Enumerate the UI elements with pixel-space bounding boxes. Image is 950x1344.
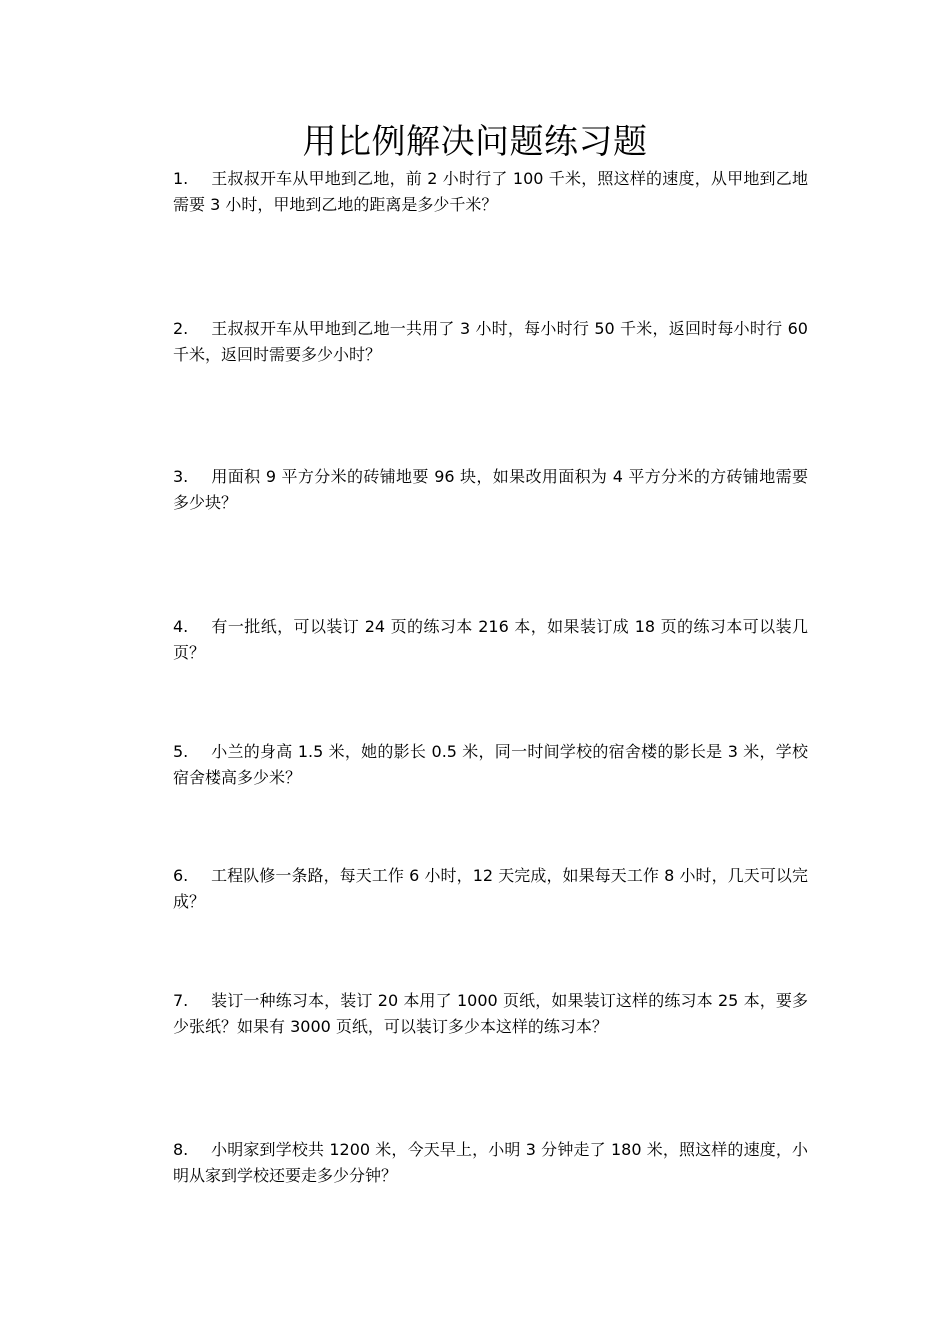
question-3: [173, 464, 808, 516]
question-text: 有一批纸，可以装订 24 页的练习本 216 本，如果装订成 18 页的练习本可以装几页？: [173, 617, 808, 662]
question-text: 王叔叔开车从甲地到乙地一共用了 3 小时，每小时行 50 千米，返回时每小时行 60 千米，返回时需要多少小时？: [173, 319, 808, 364]
question-number: 4.: [173, 617, 189, 636]
question-number: 1.: [173, 169, 189, 188]
question-text: 工程队修一条路，每天工作 6 小时，12 天完成，如果每天工作 8 小时，几天可以完成？: [173, 866, 808, 911]
question-1: [173, 166, 808, 218]
page-title: 用比例解决问题练习题: [302, 122, 648, 162]
question-7: [173, 988, 808, 1040]
question-number: 7.: [173, 991, 189, 1010]
question-2: [173, 316, 808, 368]
question-number: 2.: [173, 319, 189, 338]
question-number: 5.: [173, 742, 189, 761]
question-number: 6.: [173, 866, 189, 885]
question-4: [173, 614, 808, 666]
question-5: [173, 739, 808, 791]
question-text: 装订一种练习本，装订 20 本用了 1000 页纸，如果装订这样的练习本 25 本，要多少张纸？如果有 3000 页纸，可以装订多少本这样的练习本？: [173, 991, 808, 1036]
question-text: 王叔叔开车从甲地到乙地，前 2 小时行了 100 千米，照这样的速度，从甲地到乙地需要 3 小时，甲地到乙地的距离是多少千米？: [173, 169, 808, 214]
question-text: 小明家到学校共 1200 米，今天早上，小明 3 分钟走了 180 米，照这样的速度，小明从家到学校还要走多少分钟？: [173, 1140, 808, 1185]
question-8: [173, 1137, 808, 1189]
question-text: 小兰的身高 1.5 米，她的影长 0.5 米，同一时间学校的宿舍楼的影长是 3 米，学校宿舍楼高多少米？: [173, 742, 808, 787]
question-number: 3.: [173, 467, 189, 486]
question-6: [173, 863, 808, 915]
question-number: 8.: [173, 1140, 189, 1159]
question-text: 用面积 9 平方分米的砖铺地要 96 块，如果改用面积为 4 平方分米的方砖铺地需要多少块？: [173, 467, 808, 512]
